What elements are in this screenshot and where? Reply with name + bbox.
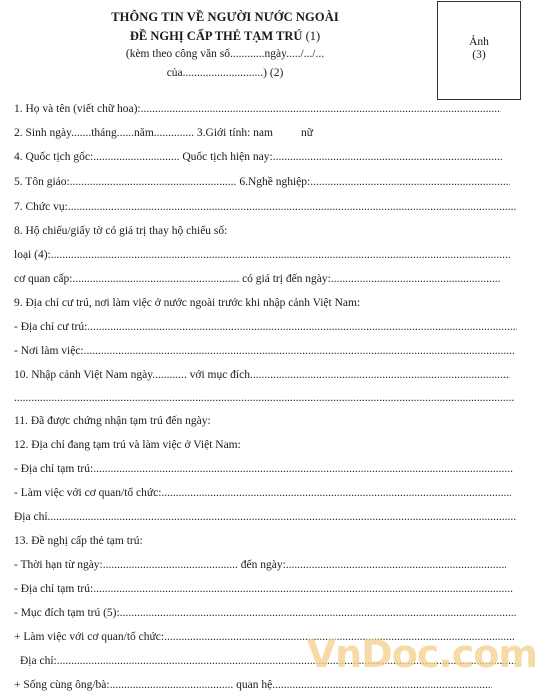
- dot-leader: [272, 678, 492, 693]
- field-employer-address[interactable]: [14, 510, 517, 525]
- field-label: 1. Họ và tên (viết chữ hoa):: [14, 103, 141, 115]
- field-label: với mục đích: [189, 369, 250, 381]
- field-requested-residence[interactable]: [14, 582, 517, 597]
- field-label: - Thời hạn từ ngày:...............................................: [14, 559, 238, 571]
- field-birth-gender[interactable]: [14, 126, 517, 141]
- field-position[interactable]: [14, 200, 517, 215]
- dot-leader: [87, 320, 517, 335]
- dot-leader: [84, 344, 514, 359]
- dot-leader: [93, 582, 513, 597]
- field-label: + Sống cùng ông/bà:...........................................: [14, 679, 234, 691]
- field-issuing-authority[interactable]: [14, 272, 517, 287]
- photo-box: [437, 1, 521, 100]
- field-label: cơ quan cấp:..........................................................: [14, 273, 240, 285]
- field-label: + Làm việc với cơ quan/tổ chức:: [14, 631, 165, 643]
- dot-leader: [286, 558, 506, 573]
- form-subtitle-line2: của............................) (2): [166, 67, 284, 79]
- field-validity-period[interactable]: [14, 558, 517, 573]
- dot-leader: [331, 272, 501, 287]
- field-entry-date-purpose[interactable]: [14, 368, 517, 383]
- field-label: 12. Địa chỉ đang tạm trú và làm việc ở Việt Nam:: [14, 439, 241, 451]
- field-employer[interactable]: [14, 486, 517, 501]
- field-passport-number: [14, 224, 517, 239]
- form-title-main: ĐỀ NGHỊ CẤP THẺ TẠM TRÚ: [129, 29, 303, 43]
- dot-leader: [120, 606, 517, 621]
- field-label: 2. Sinh ngày.......tháng......năm..............: [14, 127, 195, 139]
- dot-leader: [51, 248, 511, 263]
- field-foreign-workplace[interactable]: [14, 344, 517, 359]
- dot-leader: [68, 200, 517, 215]
- field-entry-purpose-continued[interactable]: [14, 391, 517, 406]
- form-subtitle-line1: (kèm theo công văn số............ngày...../.../...: [125, 48, 325, 60]
- field-label: 8. Hộ chiếu/giấy tờ có giá trị thay hộ chiếu số:: [14, 225, 228, 237]
- dot-leader: [14, 391, 514, 406]
- field-nationality[interactable]: [14, 150, 517, 165]
- field-label: - Làm việc với cơ quan/tổ chức:: [14, 487, 162, 499]
- field-passport-type[interactable]: [14, 248, 517, 263]
- field-label: - Địa chỉ tạm trú:: [14, 463, 94, 475]
- dot-leader: [310, 175, 510, 190]
- field-vn-address-heading: [14, 438, 517, 453]
- field-label: quan hệ: [236, 679, 273, 691]
- field-label: 7. Chức vụ:: [14, 201, 68, 213]
- field-label: Địa chỉ: [14, 511, 48, 523]
- field-label: loại (4):: [14, 249, 51, 261]
- dot-leader: [273, 150, 503, 165]
- field-living-with[interactable]: [14, 678, 517, 693]
- dot-leader: [161, 486, 511, 501]
- form-title-line1: THÔNG TIN VỀ NGƯỜI NƯỚC NGOÀI: [111, 10, 339, 24]
- form-title-note: (1): [305, 29, 321, 43]
- photo-label: Ảnh: [469, 36, 489, 48]
- field-label: - Mục đích tạm trú (5):: [14, 607, 120, 619]
- field-label: Địa chỉ:: [20, 655, 57, 667]
- field-full-name[interactable]: [14, 102, 517, 117]
- field-foreign-address-heading: [14, 296, 517, 311]
- field-temp-residence[interactable]: [14, 462, 517, 477]
- field-label: Quốc tịch hiện nay:: [182, 151, 273, 163]
- field-label: 13. Đề nghị cấp thẻ tạm trú:: [14, 535, 143, 547]
- dot-leader: [250, 368, 510, 383]
- field-label: 10. Nhập cảnh Việt Nam ngày............: [14, 369, 187, 381]
- form-title-line2: [60, 29, 390, 44]
- field-label: 9. Địa chỉ cư trú, nơi làm việc ở nước ngoài trước khi nhập cảnh Việt Nam:: [14, 297, 361, 309]
- photo-note: (3): [472, 49, 486, 61]
- field-residence-purpose[interactable]: [14, 606, 517, 621]
- field-label: - Địa chỉ cư trú:: [14, 321, 88, 333]
- dot-leader: [141, 102, 501, 117]
- field-label: 6.Nghề nghiệp:: [239, 176, 311, 188]
- dot-leader: [93, 462, 513, 477]
- field-label: 11. Đã được chứng nhận tạm trú đến ngày:: [14, 415, 211, 427]
- field-religion-occupation[interactable]: [14, 175, 517, 190]
- field-label: nữ: [300, 127, 313, 139]
- field-label: - Địa chỉ tạm trú:: [14, 583, 94, 595]
- dot-leader: [48, 510, 517, 525]
- field-label: đến ngày:: [240, 559, 286, 571]
- field-card-request-heading: [14, 534, 517, 549]
- field-label: 5. Tôn giáo:..........................................................: [14, 176, 237, 188]
- field-label: có giá trị đến ngày:: [242, 273, 331, 285]
- watermark-logo: VnDoc.com: [306, 632, 537, 676]
- field-certified-until: [14, 414, 517, 429]
- field-label: 3.Giới tính: nam: [196, 127, 273, 139]
- field-foreign-residence[interactable]: [14, 320, 517, 335]
- field-label: - Nơi làm việc:: [14, 345, 84, 357]
- field-label: 4. Quốc tịch gốc:..............................: [14, 151, 180, 163]
